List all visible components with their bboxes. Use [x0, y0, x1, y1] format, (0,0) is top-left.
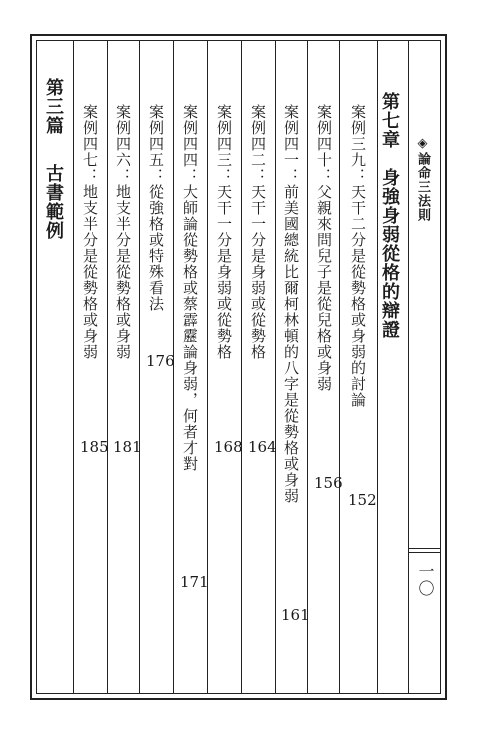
folio-rule-top — [408, 548, 441, 549]
toc-entry-text: 案例四六：地支半分是從勢格或身弱 — [114, 104, 132, 360]
toc-entry-text: 案例三九：天干二分是從勢格或身弱的討論 — [349, 104, 367, 408]
toc-entry-page: 181 — [113, 438, 142, 456]
column-separator — [107, 40, 108, 694]
column-separator — [275, 40, 276, 694]
folio: 一〇 — [416, 563, 435, 597]
toc-entry-page: 171 — [180, 573, 209, 591]
part-label: 第三篇 — [43, 78, 64, 135]
toc-entry-page: 168 — [214, 438, 243, 456]
toc-entry-page: 176 — [146, 352, 175, 370]
margin-rule — [408, 40, 409, 694]
toc-entry-page: 164 — [248, 438, 277, 456]
column-separator — [339, 40, 340, 694]
folio-rule-bottom — [408, 552, 441, 553]
chapter-label: 第七章 — [379, 92, 400, 149]
toc-entry-page: 185 — [80, 438, 109, 456]
toc-entry-text: 案例四七：地支半分是從勢格或身弱 — [81, 104, 99, 360]
toc-entry-text: 案例四一：前美國總統比爾柯林頓的八字是從勢格或身弱 — [282, 104, 300, 504]
chapter-title: 身強身弱從格的辯證 — [379, 168, 400, 339]
toc-entry-text: 案例四四：大師論從勢格或蔡霹靂論身弱，何者才對 — [181, 104, 199, 472]
toc-entry-text: 案例四二：天干一分是身弱或從勢格 — [249, 104, 267, 360]
column-separator — [307, 40, 308, 694]
running-head: ◈論命三法則 — [415, 136, 430, 222]
column-separator — [139, 40, 140, 694]
part-title: 古書範例 — [43, 164, 64, 240]
column-separator — [377, 40, 378, 694]
toc-entry-page: 161 — [281, 606, 310, 624]
column-separator — [73, 40, 74, 694]
toc-entry-text: 案例四三：天干一分是身弱或從勢格 — [215, 104, 233, 360]
column-separator — [241, 40, 242, 694]
column-separator — [207, 40, 208, 694]
toc-entry-text: 案例四五：從強格或特殊看法 — [147, 104, 165, 312]
toc-entry-text: 案例四十：父親來問兒子是從兒格或身弱 — [315, 104, 333, 392]
toc-entry-page: 152 — [348, 491, 377, 509]
toc-entry-page: 156 — [314, 474, 343, 492]
